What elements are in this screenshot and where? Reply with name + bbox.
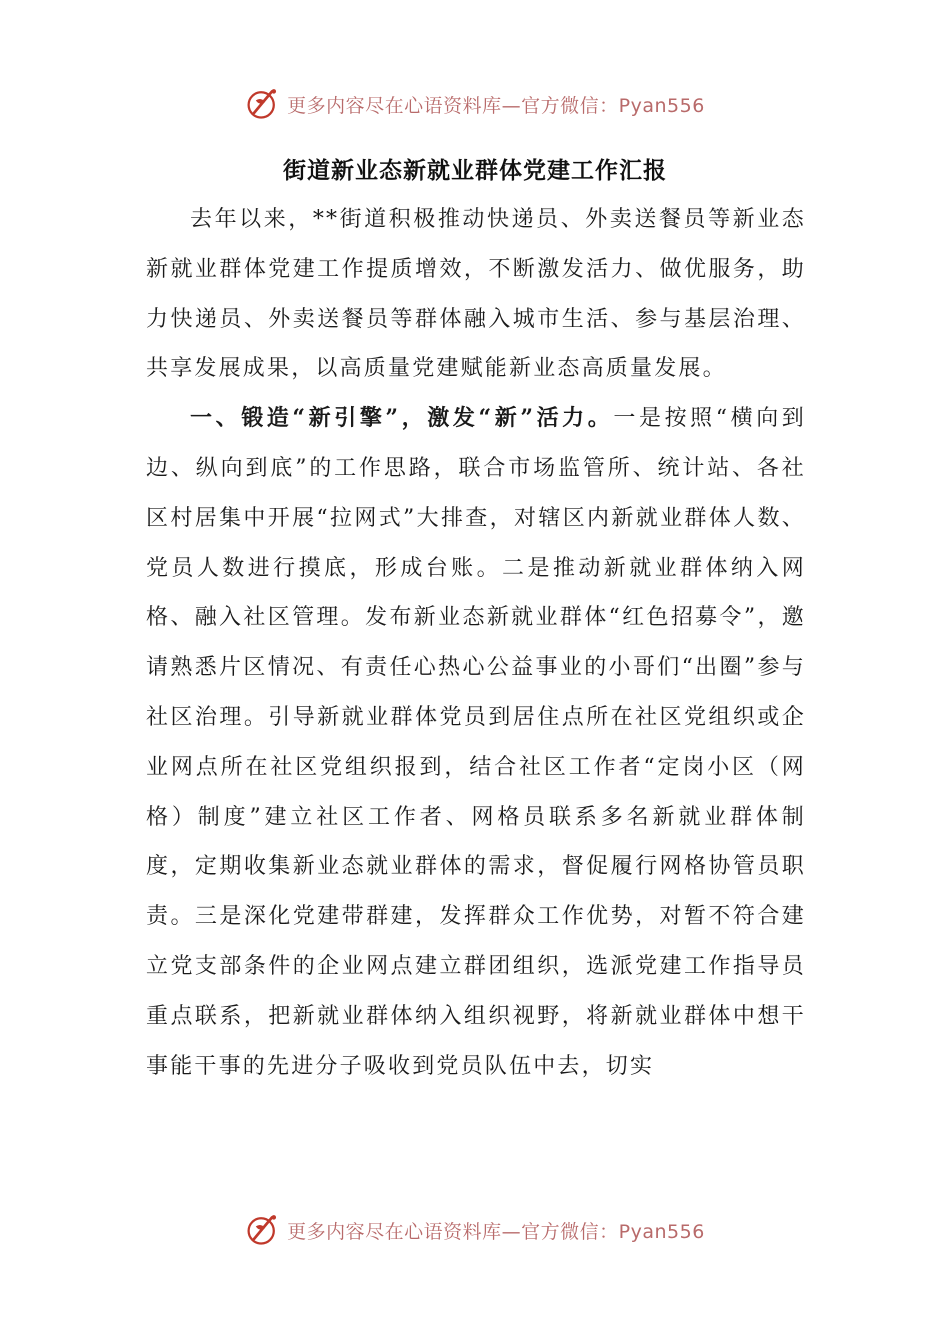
paragraph-section-one xyxy=(146,394,806,1091)
watermark-text: 更多内容尽在心语资料库—官方微信：Pyan556 xyxy=(287,94,705,117)
document-title: 街道新业态新就业群体党建工作汇报 xyxy=(283,157,667,184)
quill-seal-icon xyxy=(245,1212,281,1248)
watermark-header xyxy=(0,84,950,124)
paragraph-intro xyxy=(146,195,806,394)
paragraph-text: 去年以来，**街道积极推动快递员、外卖送餐员等新业态新就业群体党建工作提质增效，不断激发活力、做优服务，助力快递员、外卖送餐员等群体融入城市生活、参与基层治理、共享发展成果，以高质量党建赋能新业态高质量发展。 xyxy=(146,207,806,382)
watermark-footer xyxy=(0,1210,950,1250)
paragraph-text: 一是按照“横向到边、纵向到底”的工作思路，联合市场监管所、统计站、各社区村居集中开展“拉网式”大排查，对辖区内新就业群体人数、党员人数进行摸底，形成台账。二是推动新就业群体纳入网格、融入社区管理。发布新业态新就业群体“红色招募令”，邀请熟悉片区情况、有责任心热心公益事业的小哥们“出圈”参与社区治理。引导新就业群体党员到居住点所在社区党组织或企业网点所在社区党组织报到，结合社区工作者“定岗小区（网格）制度”建立社区工作者、网格员联系多名新就业群体制度，定期收集新业态就业群体的需求，督促履行网格协管员职责。三是深化党建带群建，发挥群众工作优势，对暂不符合建立党支部条件的企业网点建立群团组织，选派党建工作指导员重点联系，把新就业群体纳入组织视野，将新就业群体中想干事能干事的先进分子吸收到党员队伍中去，切实 xyxy=(146,406,807,1079)
quill-seal-icon xyxy=(245,86,281,122)
watermark-text: 更多内容尽在心语资料库—官方微信：Pyan556 xyxy=(287,1220,705,1243)
section-heading: 一、锻造“新引擎”，激发“新”活力。 xyxy=(190,405,614,432)
document-body xyxy=(146,195,806,1091)
